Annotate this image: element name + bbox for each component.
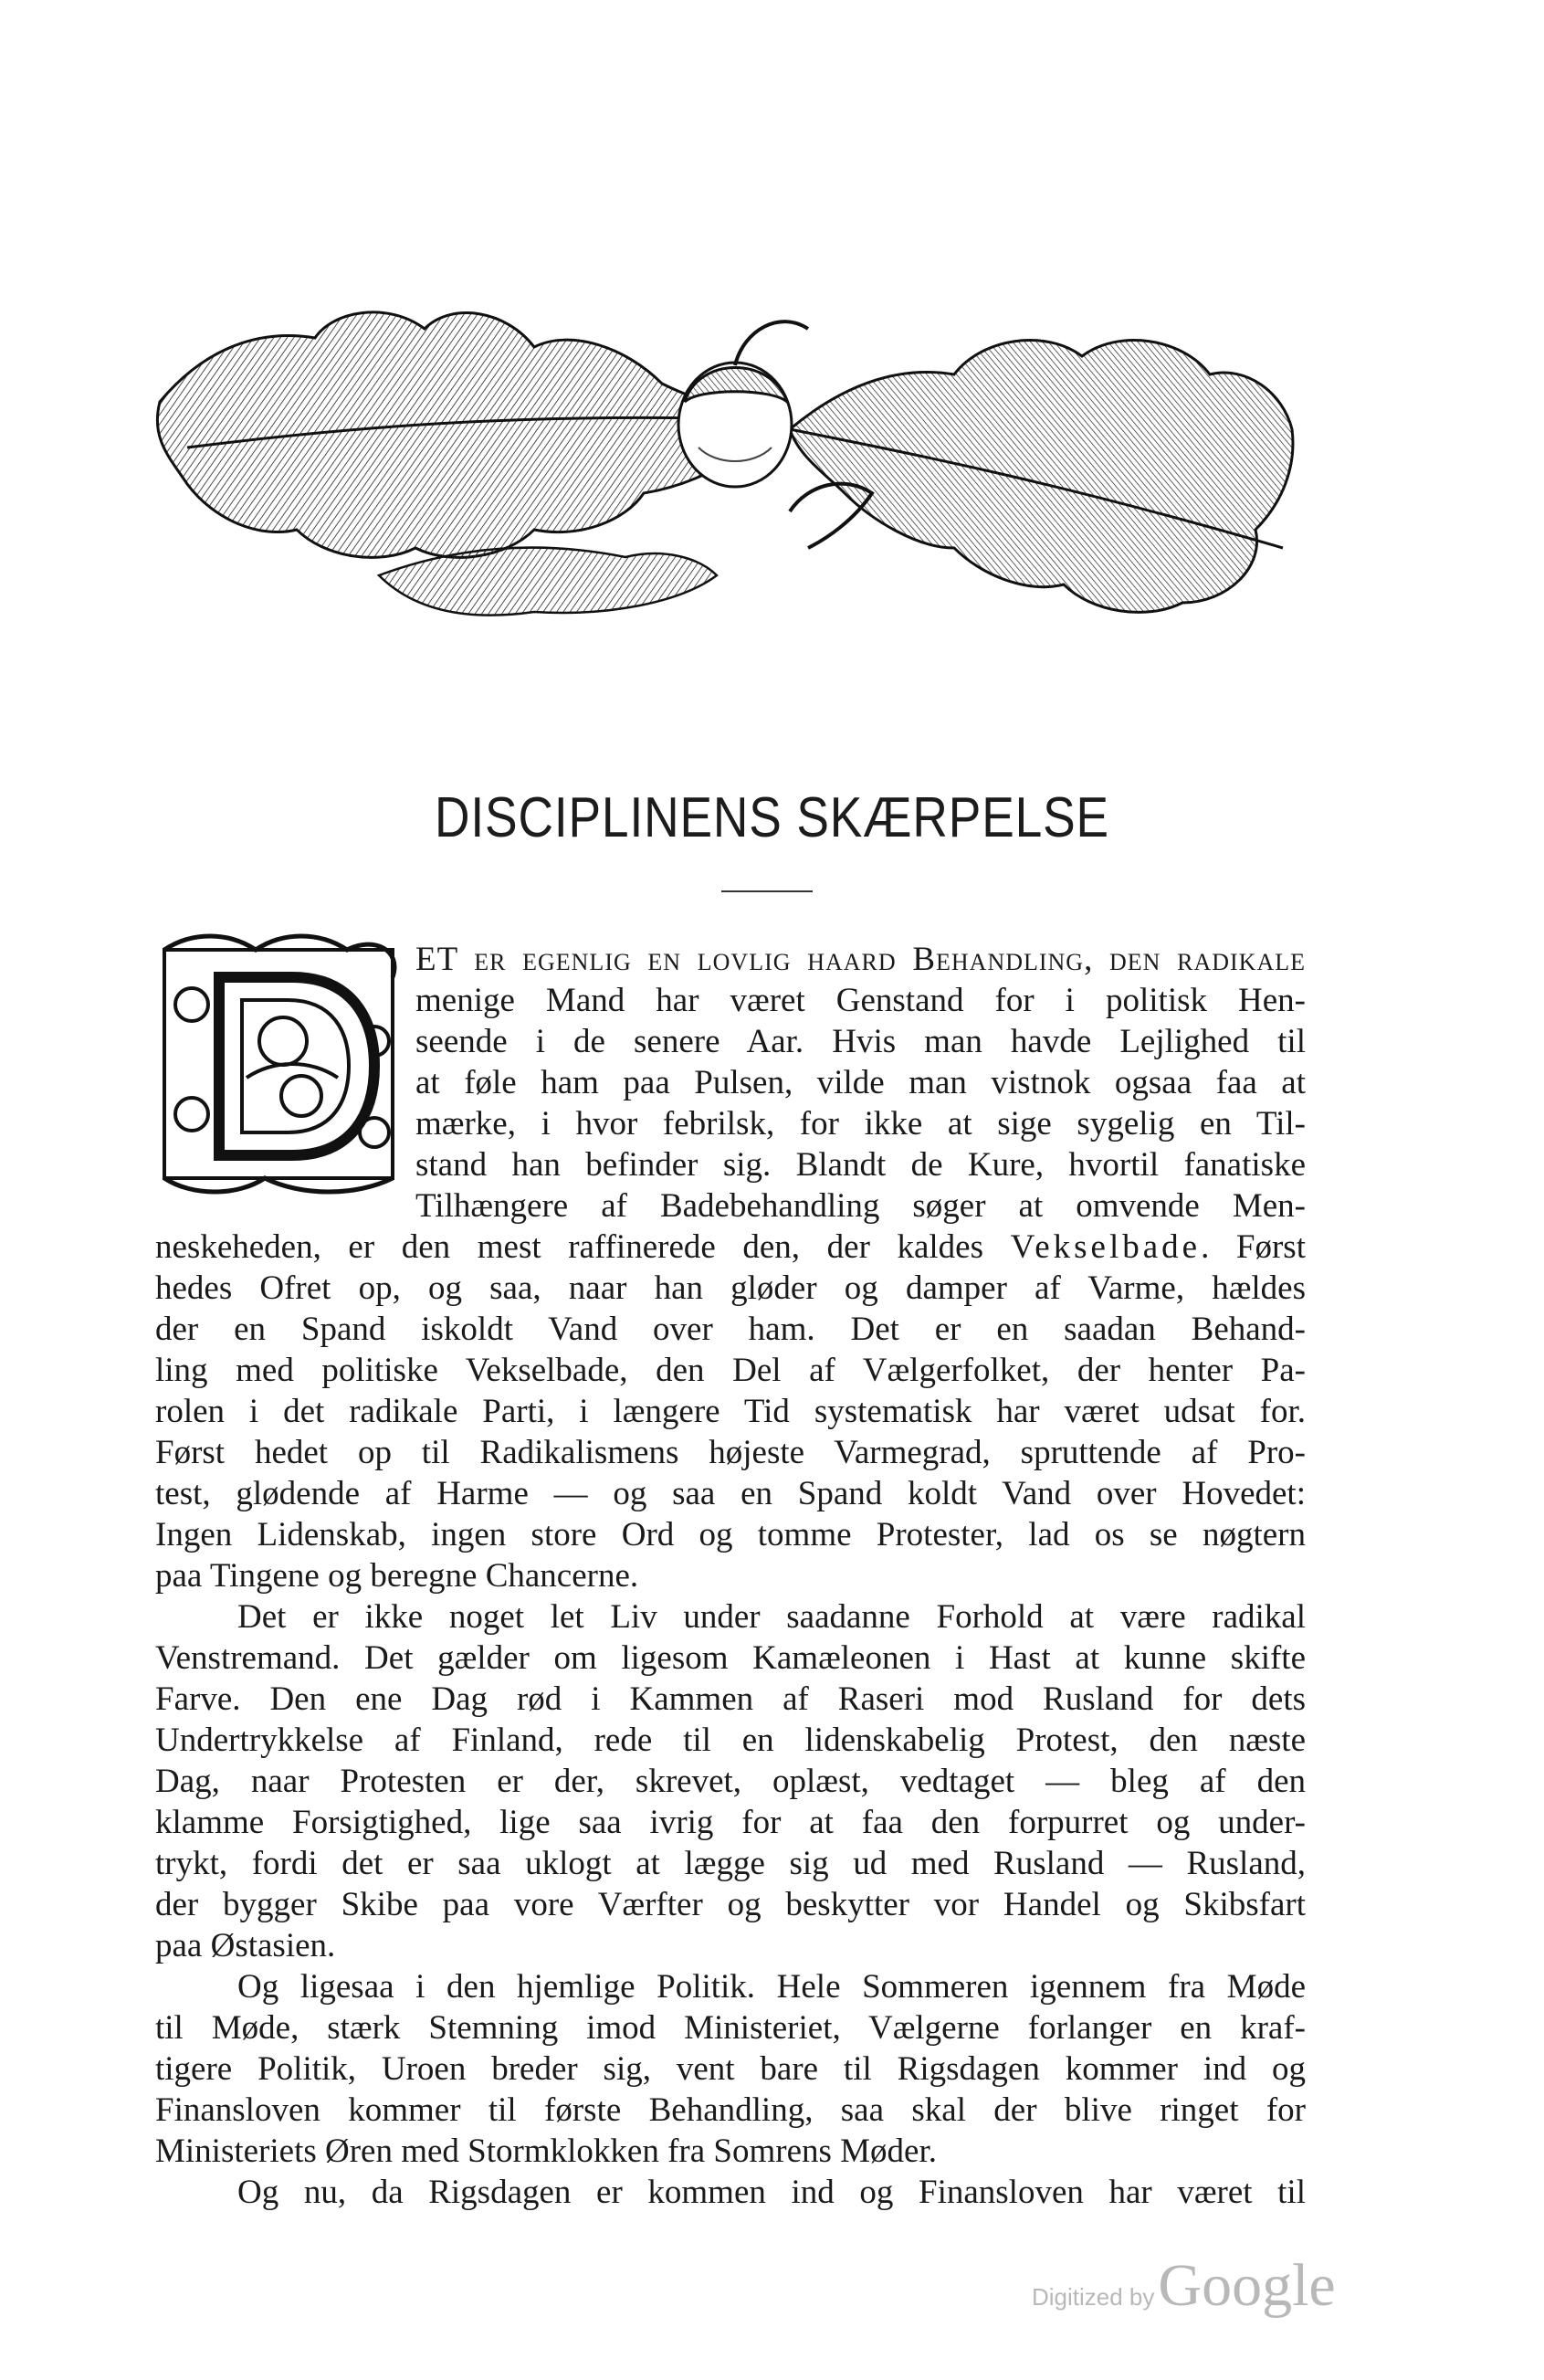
text-line: der en Spand iskoldt Vand over ham. Det er en saadan Behand-: [155, 1311, 1306, 1348]
text-line: Ministeriets Øren med Stormklokken fra Somrens Møder.: [155, 2133, 938, 2170]
text-line: Og ligesaa i den hjemlige Politik. Hele Sommeren igennem fra Møde: [237, 1968, 1306, 2006]
paragraph-2: [155, 1596, 1306, 1966]
title-divider: [721, 890, 813, 892]
text-line: paa Østasien.: [155, 1927, 336, 1964]
text-line: paa Tingene og beregne Chancerne.: [155, 1557, 639, 1595]
digitized-watermark: [1032, 2251, 1336, 2319]
text-line: Det er ikke noget let Liv under saadanne Forhold at være radikal: [237, 1598, 1306, 1636]
paragraph-4: [155, 2172, 1306, 2213]
text-line: Dag, naar Protesten er der, skrevet, oplæst, vedtaget — bleg af den: [155, 1763, 1306, 1800]
text-line: hedes Ofret op, og saa, naar han gløder og damper af Varme, hældes: [155, 1269, 1306, 1307]
chapter-title: DISCIPLINENS SKÆRPELSE: [435, 786, 1109, 849]
text-line: klamme Forsigtighed, lige saa ivrig for at faa den forpurret og under-: [155, 1804, 1306, 1841]
oak-leaf-acorn-ornament-icon: [151, 274, 1301, 630]
text-line: rolen i det radikale Parti, i længere Tid systematisk har været udsat for.: [155, 1393, 1306, 1430]
digitized-label: Digitized by: [1032, 2283, 1155, 2311]
text-line: mærke, i hvor febrilsk, for ikke at sige sygelig en Til-: [415, 1105, 1306, 1143]
text-line: Først hedet op til Radikalismens højeste Varmegrad, spruttende af Pro-: [155, 1434, 1306, 1471]
text-line: at føle ham paa Pulsen, vilde man vistnok ogsaa faa at: [415, 1064, 1306, 1101]
emphasized-word: Vekselbade: [1010, 1228, 1202, 1266]
text-line: Farve. Den ene Dag rød i Kammen af Raseri mod Rusland for dets: [155, 1680, 1306, 1718]
text-line: Tilhængere af Badebehandling søger at omvende Men-: [415, 1187, 1306, 1225]
text-line: Og nu, da Rigsdagen er kommen ind og Finansloven har været til: [237, 2174, 1306, 2211]
paragraph-3: [155, 1966, 1306, 2172]
text-line: Ingen Lidenskab, ingen store Ord og tomme Protester, lad os se nøgtern: [155, 1516, 1306, 1553]
text-line: neskeheden, er den mest raffinerede den, der kaldes Vekselbade. Først: [155, 1228, 1306, 1266]
text-line: til Møde, stærk Stemning imod Ministeriet, Vælgerne forlanger en kraf-: [155, 2009, 1306, 2047]
google-brand: Google: [1158, 2252, 1336, 2319]
text-line: ET er egenlig en lovlig haard Behandling, den radikale: [415, 941, 1306, 978]
text-line: ling med politiske Vekselbade, den Del af Vælgerfolket, der henter Pa-: [155, 1352, 1306, 1389]
text-line: Undertrykkelse af Finland, rede til en lidenskabelig Protest, den næste: [155, 1722, 1306, 1759]
text-line: menige Mand har været Genstand for i politisk Hen-: [415, 982, 1306, 1019]
text-line: test, glødende af Harme — og saa en Spand koldt Vand over Hovedet:: [155, 1475, 1306, 1512]
paragraph-1: [155, 939, 1306, 1596]
text-line: der bygger Skibe paa vore Værfter og beskytter vor Handel og Skibsfart: [155, 1886, 1306, 1923]
text-line: trykt, fordi det er saa uklogt at lægge sig ud med Rusland — Rusland,: [155, 1845, 1306, 1882]
text-line: tigere Politik, Uroen breder sig, vent bare til Rigsdagen kommer ind og: [155, 2050, 1306, 2088]
text-line: Finansloven kommer til første Behandling, saa skal der blive ringet for: [155, 2091, 1306, 2129]
text-line: seende i de senere Aar. Hvis man havde Lejlighed til: [415, 1023, 1306, 1060]
text-line: Venstremand. Det gælder om ligesom Kamæleonen i Hast at kunne skifte: [155, 1639, 1306, 1677]
text-line: stand han befinder sig. Blandt de Kure, hvortil fanatiske: [415, 1146, 1306, 1184]
